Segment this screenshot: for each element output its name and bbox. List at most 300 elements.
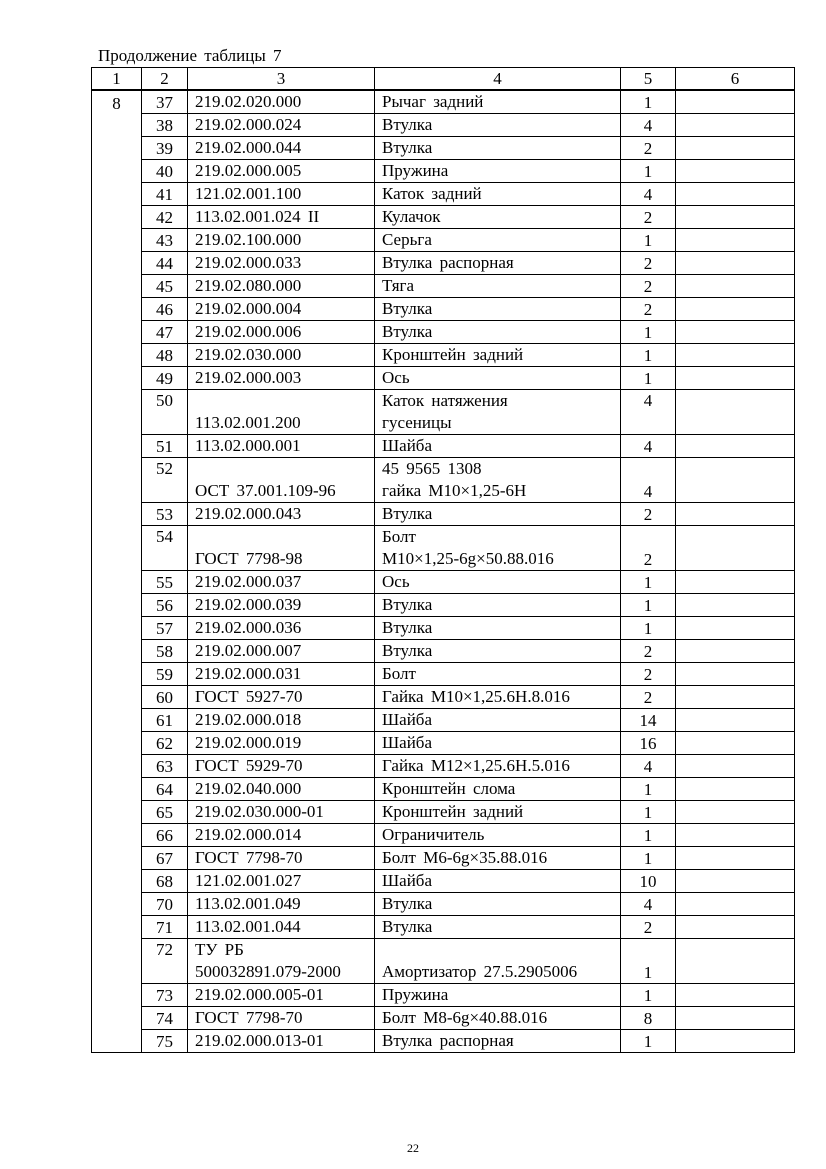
position-cell: 67 [142,847,188,870]
quantity-cell: 1 [621,160,676,183]
name-cell-line: Рычаг задний [382,92,484,111]
name-cell [375,458,621,503]
designation-cell-line: ТУ РБ [195,940,244,959]
note-cell [676,640,795,663]
name-cell-line: Втулка [382,917,433,936]
quantity-cell: 1 [621,321,676,344]
designation-cell [188,503,375,526]
position-cell: 57 [142,617,188,640]
position-cell: 61 [142,709,188,732]
table-row [92,367,795,390]
name-cell-line: Каток натяжения [382,391,508,410]
quantity-cell: 2 [621,252,676,275]
designation-cell-line: 219.02.000.003 [195,368,302,387]
designation-cell [188,732,375,755]
position-cell: 70 [142,893,188,916]
designation-cell [188,571,375,594]
designation-cell-line: ГОСТ 7798-70 [195,1008,303,1027]
designation-cell [188,870,375,893]
designation-cell-line: 113.02.001.044 [195,917,301,936]
position-cell: 50 [142,390,188,435]
name-cell [375,137,621,160]
name-cell [375,252,621,275]
name-cell [375,90,621,114]
designation-cell-line: 219.02.040.000 [195,779,302,798]
name-cell-line: Втулка распорная [382,253,514,272]
name-cell [375,594,621,617]
position-cell: 65 [142,801,188,824]
quantity-cell: 1 [621,847,676,870]
name-cell [375,183,621,206]
table-row [92,594,795,617]
name-cell-line: Шайба [382,733,432,752]
table-row [92,298,795,321]
designation-cell [188,1030,375,1053]
name-cell-line: 45 9565 1308 [382,459,482,478]
designation-cell [188,686,375,709]
designation-cell [188,298,375,321]
parts-table [91,67,795,1053]
name-cell [375,526,621,571]
position-cell: 47 [142,321,188,344]
name-cell-line: Шайба [382,871,432,890]
name-cell-line: Втулка [382,894,433,913]
name-cell-line: Серьга [382,230,432,249]
note-cell [676,594,795,617]
table-row [92,183,795,206]
name-cell [375,390,621,435]
name-cell [375,503,621,526]
name-cell [375,571,621,594]
quantity-cell: 16 [621,732,676,755]
quantity-cell: 2 [621,686,676,709]
position-cell: 68 [142,870,188,893]
name-cell [375,435,621,458]
note-cell [676,367,795,390]
note-cell [676,390,795,435]
page-number: 22 [407,1141,419,1155]
designation-cell-line: 113.02.001.024 II [195,207,320,226]
header-cell: 4 [375,68,621,91]
designation-cell [188,939,375,984]
quantity-cell: 1 [621,801,676,824]
note-cell [676,503,795,526]
quantity-cell: 1 [621,824,676,847]
name-cell-line: Кулачок [382,207,441,226]
designation-cell-line: 113.02.001.200 [195,413,301,432]
note-cell [676,1007,795,1030]
note-cell [676,617,795,640]
quantity-cell: 2 [621,206,676,229]
designation-cell-line: 219.02.000.031 [195,664,302,683]
name-cell [375,709,621,732]
note-cell [676,571,795,594]
designation-cell-line: 219.02.080.000 [195,276,302,295]
note-cell [676,1030,795,1053]
table-row [92,503,795,526]
position-cell: 59 [142,663,188,686]
designation-cell-line: 113.02.000.001 [195,436,301,455]
table-row [92,617,795,640]
quantity-cell: 8 [621,1007,676,1030]
position-cell: 60 [142,686,188,709]
name-cell-line: Втулка [382,504,433,523]
quantity-cell: 4 [621,755,676,778]
note-cell [676,663,795,686]
header-cell: 3 [188,68,375,91]
name-cell-line: Втулка [382,595,433,614]
designation-cell-line: 219.02.000.037 [195,572,302,591]
designation-cell [188,114,375,137]
name-cell-line: Втулка [382,322,433,341]
note-cell [676,778,795,801]
table-row [92,709,795,732]
designation-cell-line: 219.02.000.043 [195,504,302,523]
note-cell [676,893,795,916]
table-row [92,732,795,755]
name-cell [375,916,621,939]
designation-cell [188,458,375,503]
position-cell: 37 [142,90,188,114]
name-cell-line: Болт М6-6g×35.88.016 [382,848,548,867]
table-row [92,870,795,893]
note-cell [676,137,795,160]
designation-cell [188,367,375,390]
header-cell: 5 [621,68,676,91]
designation-cell [188,321,375,344]
note-cell [676,435,795,458]
position-cell: 62 [142,732,188,755]
designation-cell [188,617,375,640]
note-cell [676,344,795,367]
designation-cell [188,984,375,1007]
position-cell: 48 [142,344,188,367]
designation-cell [188,206,375,229]
position-cell: 51 [142,435,188,458]
quantity-cell: 1 [621,1030,676,1053]
note-cell [676,984,795,1007]
quantity-cell: 10 [621,870,676,893]
quantity-cell: 2 [621,663,676,686]
name-cell [375,801,621,824]
position-cell: 44 [142,252,188,275]
position-cell: 45 [142,275,188,298]
position-cell: 42 [142,206,188,229]
position-cell: 71 [142,916,188,939]
name-cell [375,824,621,847]
name-cell [375,732,621,755]
designation-cell-line: 219.02.000.044 [195,138,302,157]
note-cell [676,206,795,229]
designation-cell-line: 219.02.000.013-01 [195,1031,324,1050]
name-cell-line: Втулка [382,115,433,134]
designation-cell [188,847,375,870]
table-row [92,114,795,137]
table-row [92,893,795,916]
note-cell [676,183,795,206]
name-cell [375,847,621,870]
name-cell-line: Втулка [382,299,433,318]
name-cell [375,275,621,298]
note-cell [676,847,795,870]
table-row [92,137,795,160]
name-cell-line: Кронштейн слома [382,779,516,798]
table-caption: Продолжение таблицы 7 [98,46,282,65]
name-cell [375,939,621,984]
designation-cell [188,893,375,916]
table-header-row [92,68,795,91]
name-cell [375,778,621,801]
note-cell [676,732,795,755]
note-cell [676,458,795,503]
note-cell [676,939,795,984]
designation-cell [188,640,375,663]
name-cell-line: Гайка М12×1,25.6Н.5.016 [382,756,570,775]
table-row [92,984,795,1007]
quantity-cell: 2 [621,916,676,939]
name-cell [375,206,621,229]
quantity-cell: 1 [621,617,676,640]
designation-cell-line: 219.02.000.039 [195,595,302,614]
designation-cell [188,594,375,617]
designation-cell-line: 113.02.001.049 [195,894,301,913]
position-cell: 41 [142,183,188,206]
name-cell-line: Гайка М10×1,25.6Н.8.016 [382,687,570,706]
designation-cell-line: 219.02.000.005-01 [195,985,324,1004]
table-row [92,755,795,778]
designation-cell-line: ГОСТ 5929-70 [195,756,303,775]
table-row [92,321,795,344]
name-cell [375,755,621,778]
table-row [92,458,795,503]
note-cell [676,709,795,732]
quantity-cell: 1 [621,571,676,594]
designation-cell-line: ОСТ 37.001.109-96 [195,481,336,500]
name-cell-line: Пружина [382,161,449,180]
note-cell [676,298,795,321]
name-cell-line: Шайба [382,710,432,729]
quantity-cell: 4 [621,435,676,458]
table-row [92,90,795,114]
table-row [92,206,795,229]
name-cell-line: Ось [382,368,410,387]
table-row [92,1007,795,1030]
name-cell-line: Втулка [382,641,433,660]
name-cell-line: Втулка [382,618,433,637]
note-cell [676,755,795,778]
table-row [92,344,795,367]
designation-cell-line: 219.02.000.007 [195,641,302,660]
designation-cell-line: 121.02.001.100 [195,184,302,203]
table-row [92,847,795,870]
table-row [92,526,795,571]
position-cell: 58 [142,640,188,663]
position-cell: 54 [142,526,188,571]
note-cell [676,114,795,137]
note-cell [676,321,795,344]
designation-cell-line: 219.02.000.033 [195,253,302,272]
designation-cell-line: 219.02.020.000 [195,92,302,111]
position-cell: 38 [142,114,188,137]
table-row [92,663,795,686]
name-cell [375,640,621,663]
position-cell: 74 [142,1007,188,1030]
name-cell-line: Тяга [382,276,415,295]
quantity-cell: 1 [621,939,676,984]
name-cell-line: Втулка [382,138,433,157]
note-cell [676,252,795,275]
position-cell: 66 [142,824,188,847]
position-cell: 43 [142,229,188,252]
designation-cell [188,137,375,160]
quantity-cell: 2 [621,640,676,663]
designation-cell-line: 219.02.000.036 [195,618,302,637]
designation-cell-line: 219.02.000.005 [195,161,302,180]
designation-cell [188,275,375,298]
table-row [92,939,795,984]
table-row [92,275,795,298]
designation-cell [188,526,375,571]
designation-cell [188,252,375,275]
table-row [92,801,795,824]
quantity-cell: 1 [621,778,676,801]
position-cell: 56 [142,594,188,617]
header-cell: 6 [676,68,795,91]
designation-cell [188,824,375,847]
quantity-cell: 1 [621,594,676,617]
position-cell: 49 [142,367,188,390]
designation-cell-line: 219.02.100.000 [195,230,302,249]
name-cell-line: Ограничитель [382,825,485,844]
name-cell-line: гайка М10×1,25-6Н [382,481,527,500]
designation-cell-line: 500032891.079-2000 [195,962,341,981]
quantity-cell: 2 [621,298,676,321]
name-cell [375,114,621,137]
designation-cell-line: ГОСТ 7798-70 [195,848,303,867]
table-row [92,252,795,275]
designation-cell-line: 219.02.000.006 [195,322,302,341]
table-row [92,229,795,252]
table-row [92,824,795,847]
note-cell [676,275,795,298]
name-cell [375,367,621,390]
position-cell: 52 [142,458,188,503]
name-cell [375,984,621,1007]
name-cell-line: Кронштейн задний [382,802,524,821]
name-cell [375,1007,621,1030]
designation-cell [188,801,375,824]
name-cell-line: Амортизатор 27.5.2905006 [382,962,578,981]
table-row [92,390,795,435]
note-cell [676,916,795,939]
quantity-cell: 4 [621,114,676,137]
note-cell [676,229,795,252]
position-cell: 75 [142,1030,188,1053]
position-cell: 53 [142,503,188,526]
table-row [92,916,795,939]
note-cell [676,801,795,824]
name-cell-line: Ось [382,572,410,591]
name-cell-line: Болт [382,664,416,683]
position-cell: 55 [142,571,188,594]
designation-cell [188,916,375,939]
designation-cell [188,390,375,435]
note-cell [676,160,795,183]
table-row [92,686,795,709]
name-cell-line: М10×1,25-6g×50.88.016 [382,549,554,568]
designation-cell-line: 121.02.001.027 [195,871,302,890]
quantity-cell: 2 [621,137,676,160]
quantity-cell: 4 [621,390,676,435]
designation-cell [188,435,375,458]
designation-cell-line: ГОСТ 7798-98 [195,549,303,568]
position-cell: 39 [142,137,188,160]
name-cell [375,229,621,252]
quantity-cell: 2 [621,503,676,526]
table-row [92,160,795,183]
designation-cell-line: ГОСТ 5927-70 [195,687,303,706]
table-row [92,640,795,663]
quantity-cell: 1 [621,367,676,390]
quantity-cell: 2 [621,526,676,571]
designation-cell [188,160,375,183]
name-cell-line: Кронштейн задний [382,345,524,364]
note-cell [676,90,795,114]
designation-cell [188,229,375,252]
quantity-cell: 4 [621,458,676,503]
note-cell [676,824,795,847]
name-cell [375,298,621,321]
position-cell: 64 [142,778,188,801]
group-number-cell: 8 [92,90,142,1053]
position-cell: 72 [142,939,188,984]
quantity-cell: 4 [621,893,676,916]
header-cell: 1 [92,68,142,91]
quantity-cell: 1 [621,229,676,252]
table-row [92,1030,795,1053]
name-cell [375,617,621,640]
name-cell-line: Шайба [382,436,432,455]
quantity-cell: 1 [621,344,676,367]
position-cell: 63 [142,755,188,778]
designation-cell [188,1007,375,1030]
name-cell-line: Болт М8-6g×40.88.016 [382,1008,548,1027]
name-cell [375,1030,621,1053]
note-cell [676,870,795,893]
designation-cell [188,755,375,778]
designation-cell-line: 219.02.000.019 [195,733,302,752]
note-cell [676,526,795,571]
designation-cell [188,709,375,732]
designation-cell-line: 219.02.000.018 [195,710,302,729]
designation-cell [188,778,375,801]
name-cell-line: Втулка распорная [382,1031,514,1050]
designation-cell [188,183,375,206]
designation-cell-line: 219.02.030.000-01 [195,802,324,821]
position-cell: 40 [142,160,188,183]
designation-cell-line: 219.02.030.000 [195,345,302,364]
quantity-cell: 4 [621,183,676,206]
name-cell-line: Болт [382,527,416,546]
name-cell [375,870,621,893]
designation-cell-line: 219.02.000.024 [195,115,302,134]
name-cell-line: гусеницы [382,413,452,432]
designation-cell [188,344,375,367]
position-cell: 73 [142,984,188,1007]
quantity-cell: 1 [621,90,676,114]
table-row [92,778,795,801]
position-cell: 46 [142,298,188,321]
